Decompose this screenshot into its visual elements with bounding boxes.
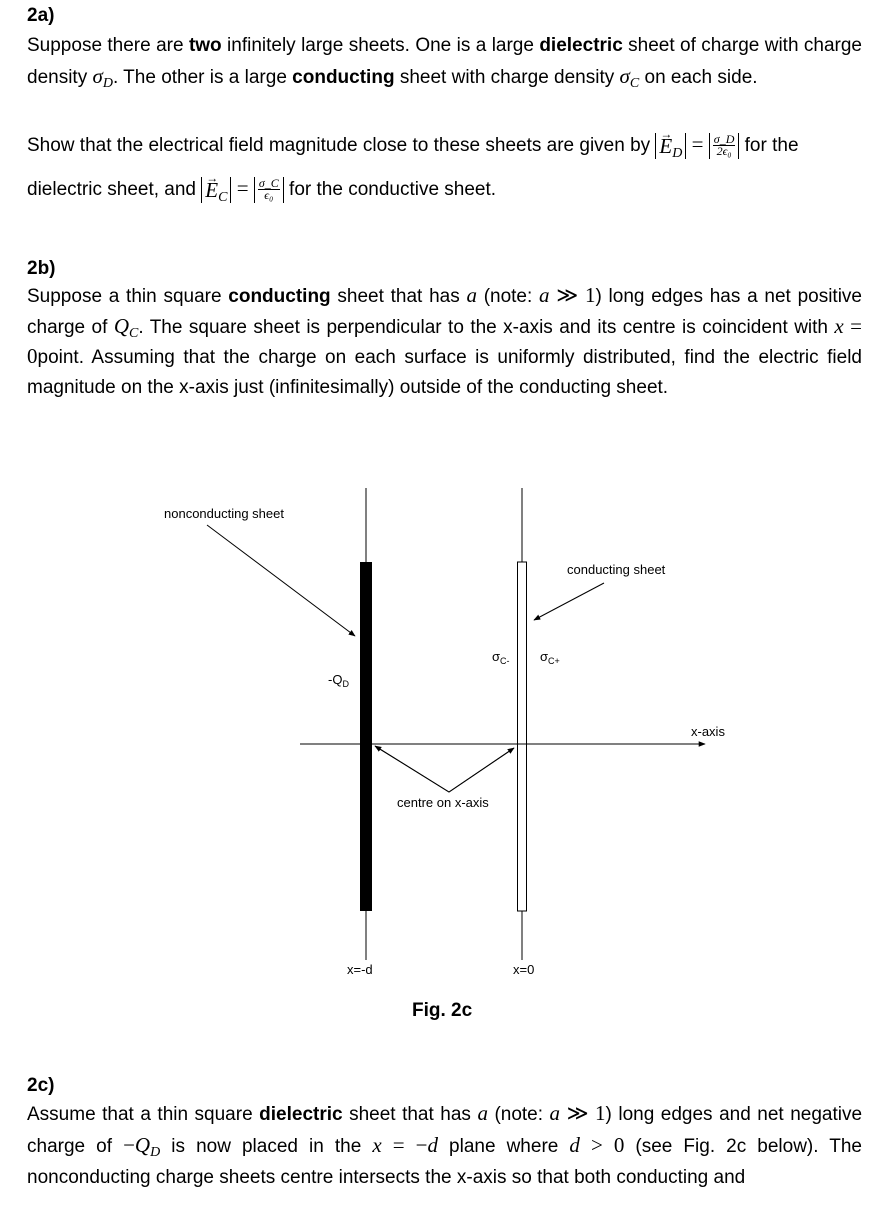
- heading-2c: 2c): [27, 1075, 55, 1096]
- label-x-minus-d: x=-d: [347, 962, 373, 977]
- nonconducting-sheet: [360, 562, 372, 911]
- label-centre-on-x-axis: centre on x-axis: [397, 795, 489, 810]
- label-x-zero: x=0: [513, 962, 535, 977]
- label-nonconducting-sheet: nonconducting sheet: [164, 506, 284, 521]
- section-2a: [27, 4, 862, 211]
- nonconducting-pointer-arrow: [207, 525, 355, 636]
- label-sigma-c-plus: $\sigma_{C+}$: [540, 649, 560, 666]
- heading-2a: 2a): [27, 5, 55, 26]
- label-conducting-sheet: conducting sheet: [567, 562, 666, 577]
- figure-caption: Fig. 2c: [412, 1000, 473, 1021]
- figure-2c: [0, 470, 887, 1030]
- paragraph-2a-1: Suppose there are two infinitely large sheets. One is a large dielectric sheet of charge with charge density $\sigma_D$. The other is a large conducting sheet with charge density $\sigma_C$ on each side.: [27, 35, 862, 91]
- section-2c: [27, 1074, 862, 1193]
- centre-pointer-right: [449, 748, 514, 792]
- centre-pointer-lines: [375, 746, 514, 792]
- conducting-sheet: [518, 562, 527, 911]
- conducting-pointer-arrow: [534, 583, 604, 620]
- paragraph-2c: Assume that a thin square dielectric sheet that has a (note: a ≫ 1) long edges and net negative charge of $-Q_D$ is now placed in the x = −d plane where d > 0 (see Fig. 2c below). The nonconducting charge sheets centre intersects the x-axis so that both conducting and: [27, 1101, 863, 1188]
- paragraph-2b: Suppose a thin square conducting sheet that has a (note: a ≫ 1) long edges has a net positive charge of $Q_C$. The square sheet is perpendicular to the x-axis and its centre is coincident with x = 0point. Assuming that the charge on each surface is uniformly distributed, find the electric field magnitude on the x-axis just (infinitesimally) outside of the conducting sheet.: [27, 283, 863, 398]
- label-qd: $-Q_D$: [328, 672, 349, 689]
- section-2b: [27, 257, 862, 402]
- paragraph-2a-2: Show that the electrical field magnitude close to these sheets are given by → $E_D$ = $\frac{\sigma\_D}{\text{2ϵ₀}}$ for the dielectric sheet, and → $E_C$ = $\frac{\sigma\_C}{\text{ϵ₀}}$ for the conductive sheet.: [27, 123, 862, 211]
- label-x-axis: x-axis: [691, 724, 725, 739]
- centre-pointer-left: [375, 746, 449, 792]
- heading-2b: 2b): [27, 258, 56, 279]
- label-sigma-c-minus: $\sigma_{C-}$: [492, 649, 510, 666]
